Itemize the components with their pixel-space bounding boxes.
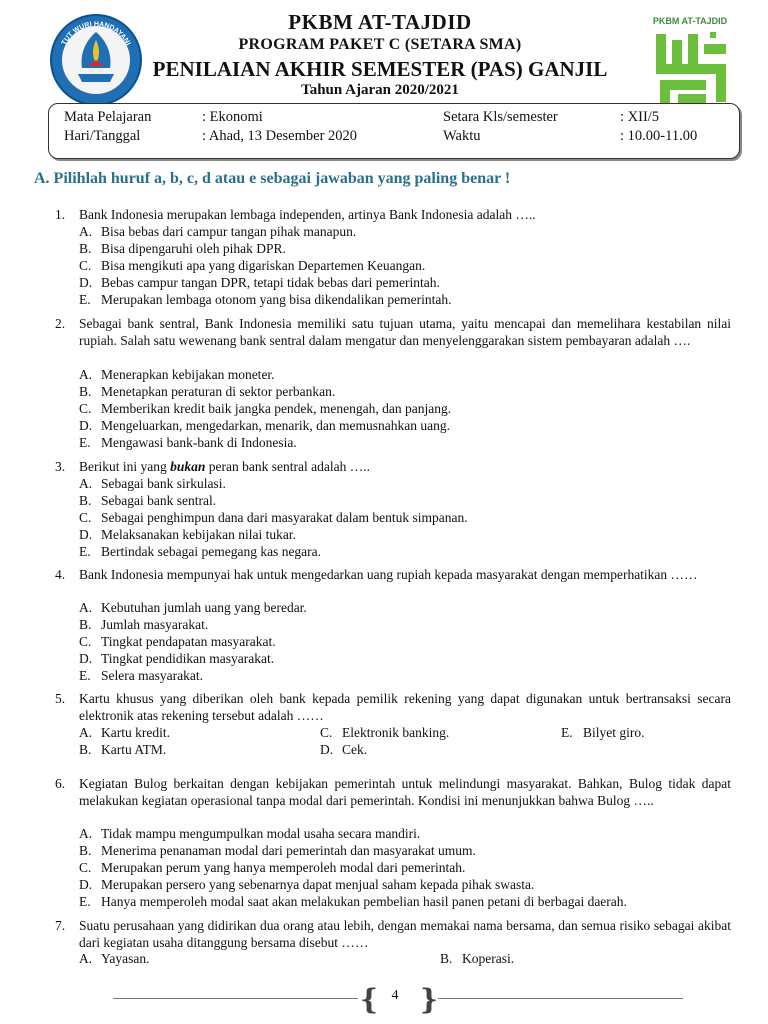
- program-title: PROGRAM PAKET C (SETARA SMA): [238, 36, 522, 53]
- question-text: Berikut ini yang bukan peran bank sentral adalah …..: [79, 459, 370, 474]
- answer-option: A. Bisa bebas dari campur tangan pihak manapun.: [79, 224, 357, 239]
- question-text: Bank Indonesia mempunyai hak untuk mengedarkan uang rupiah kepada masyarakat dengan memperhatikan ……: [79, 567, 698, 582]
- time-label: Waktu: [443, 128, 481, 144]
- answer-option: B. Koperasi.: [440, 951, 515, 966]
- question-number: 4.: [55, 567, 66, 582]
- answer-option: E. Bertindak sebagai pemegang kas negara.: [79, 544, 322, 559]
- question-number: 6.: [55, 776, 66, 791]
- subject-value: : Ekonomi: [202, 109, 263, 125]
- answer-option: B. Bisa dipengaruhi oleh pihak DPR.: [79, 241, 286, 256]
- answer-option: C. Tingkat pendapatan masyarakat.: [79, 634, 276, 649]
- answer-option: D. Mengeluarkan, mengedarkan, menarik, dan memusnahkan uang.: [79, 418, 451, 433]
- footer-divider-right: [438, 998, 683, 999]
- question-text: Bank Indonesia merupakan lembaga independen, artinya Bank Indonesia adalah …..: [79, 207, 536, 222]
- question-text: Kartu khusus yang diberikan oleh bank kepada pemilik rekening yang dapat digunakan untuk bertransaksi secara elektronik atas rekening tersebut adalah ……: [79, 691, 731, 723]
- svg-text:TUT WURI HANDAYANI: TUT WURI HANDAYANI: [60, 20, 132, 47]
- date-label: Hari/Tanggal: [64, 128, 141, 144]
- time-value: : 10.00-11.00: [620, 128, 698, 144]
- answer-option: D. Cek.: [320, 742, 368, 757]
- section-instruction: A. Pilihlah huruf a, b, c, d atau e sebagai jawaban yang paling benar !: [34, 170, 511, 187]
- date-value: : Ahad, 13 Desember 2020: [202, 128, 358, 144]
- answer-option: A. Menerapkan kebijakan moneter.: [79, 367, 275, 382]
- answer-option: C. Memberikan kredit baik jangka pendek, menengah, dan panjang.: [79, 401, 452, 416]
- answer-option: D. Melaksanakan kebijakan nilai tukar.: [79, 527, 296, 542]
- exam-title: PENILAIAN AKHIR SEMESTER (PAS) GANJIL: [152, 57, 608, 81]
- answer-option: A. Tidak mampu mengumpulkan modal usaha secara mandiri.: [79, 826, 421, 841]
- left-brace-icon: {: [360, 983, 379, 1016]
- answer-option: D. Merupakan persero yang sebenarnya dapat menjual saham kepada pihak swasta.: [79, 877, 535, 892]
- question-number: 2.: [55, 316, 66, 331]
- question-number: 7.: [55, 918, 66, 933]
- question-text: Sebagai bank sentral, Bank Indonesia memiliki satu tujuan utama, yaitu mencapai dan memelihara kestabilan nilai rupiah. Salah satu wewenang bank sentral dalam mengatur dan menyelenggarakan sistem pembayaran adalah ….: [79, 316, 731, 348]
- answer-option: E. Hanya memperoleh modal saat akan melakukan pembelian hasil panen petani di berbagai daerah.: [79, 894, 627, 909]
- answer-option: D. Bebas campur tangan DPR, tetapi tidak bebas dari pemerintah.: [79, 275, 440, 290]
- page-number: 4: [391, 988, 399, 1003]
- class-label: Setara Kls/semester: [443, 109, 558, 125]
- answer-option: A. Kebutuhan jumlah uang yang beredar.: [79, 600, 307, 615]
- answer-option: C. Sebagai penghimpun dana dari masyarakat dalam bentuk simpanan.: [79, 510, 468, 525]
- answer-option: B. Kartu ATM.: [79, 742, 167, 757]
- answer-option: E. Mengawasi bank-bank di Indonesia.: [79, 435, 297, 450]
- answer-option: C. Bisa mengikuti apa yang digariskan Departemen Keuangan.: [79, 258, 426, 273]
- answer-option: D. Tingkat pendidikan masyarakat.: [79, 651, 275, 666]
- answer-option: B. Menerima penanaman modal dari pemerintah dan masyarakat umum.: [79, 843, 476, 858]
- answer-option: B. Jumlah masyarakat.: [79, 617, 209, 632]
- answer-option: E. Selera masyarakat.: [79, 668, 203, 683]
- question-number: 3.: [55, 459, 66, 474]
- answer-option: C. Elektronik banking.: [320, 725, 450, 740]
- emphasis-word: bukan: [170, 459, 206, 474]
- answer-option: A. Sebagai bank sirkulasi.: [79, 476, 226, 491]
- school-name: PKBM AT-TAJDID: [288, 10, 472, 34]
- answer-option: C. Merupakan perum yang hanya memperoleh modal dari pemerintah.: [79, 860, 466, 875]
- at-tajdid-calligraphy-logo: [650, 30, 732, 108]
- logo-right-label: PKBM AT-TAJDID: [652, 16, 728, 26]
- answer-option: A. Yayasan.: [79, 951, 150, 966]
- answer-option: E. Bilyet giro.: [561, 725, 645, 740]
- answer-option: E. Merupakan lembaga otonom yang bisa dikendalikan pemerintah.: [79, 292, 452, 307]
- right-brace-icon: }: [420, 983, 439, 1016]
- question-text: Suatu perusahaan yang didirikan dua orang atau lebih, dengan memakai nama bersama, dan semua risiko sebagai akibat dari kegiatan usaha ditanggung bersama disebut ……: [79, 918, 731, 950]
- question-number: 5.: [55, 691, 66, 706]
- subject-label: Mata Pelajaran: [64, 109, 152, 125]
- answer-option: B. Sebagai bank sentral.: [79, 493, 217, 508]
- footer-divider-left: [113, 998, 358, 999]
- answer-option: B. Menetapkan peraturan di sektor perbankan.: [79, 384, 336, 399]
- answer-option: A. Kartu kredit.: [79, 725, 170, 740]
- question-text: Kegiatan Bulog berkaitan dengan kebijakan pemerintah untuk melindungi masyarakat. Bahkan, Bulog tidak dapat melakukan kegiatan operasional tanpa modal dari pemerintah. Kondisi ini menunjukkan bahwa Bulog …..: [79, 776, 731, 808]
- academic-year: Tahun Ajaran 2020/2021: [301, 82, 459, 98]
- class-value: : XII/5: [620, 109, 660, 125]
- tut-wuri-handayani-logo: [48, 12, 144, 108]
- question-number: 1.: [55, 207, 66, 222]
